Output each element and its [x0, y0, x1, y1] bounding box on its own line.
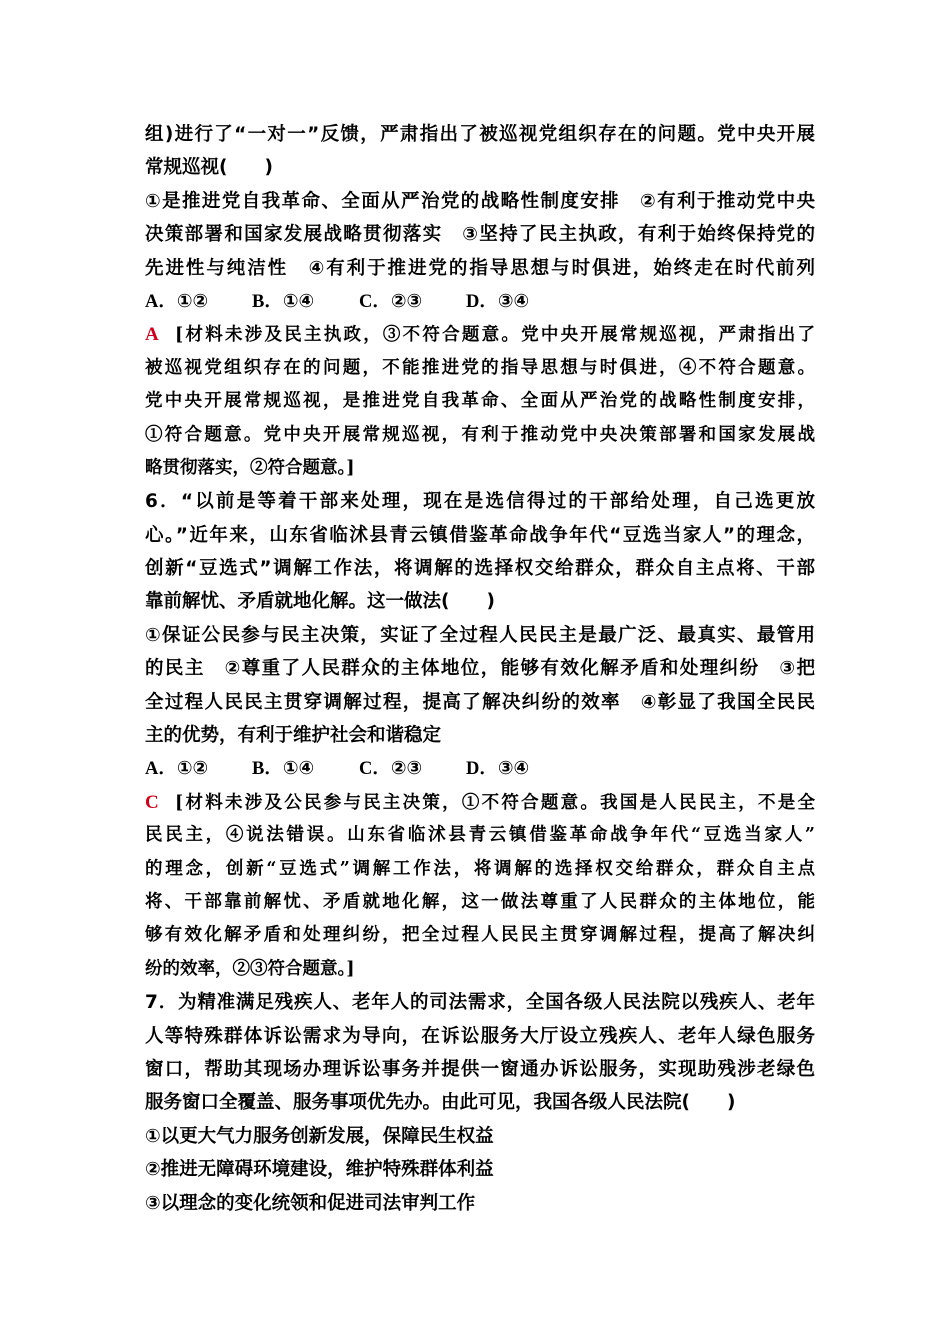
question-7 [145, 986, 815, 1220]
q7-stem-line: 服务窗口全覆盖、服务事项优先办。由此可见，我国各级人民法院( ) [145, 1092, 736, 1114]
option-d: D．③④ [466, 290, 530, 312]
q5-statement-line: 决策部署和国家发展战略贯彻落实 ③坚持了民主执政，有利于始终保持党的 [145, 224, 815, 246]
answer-text: [材料未涉及民主执政，③不符合题意。党中央开展常规巡视，严肃指出了 [175, 325, 815, 346]
q5-options [145, 285, 815, 318]
answer-text: 民民主，④说法错误。山东省临沭县青云镇借鉴革命战争年代“豆选当家人” [145, 825, 815, 846]
answer-text: 的理念，创新“豆选式”调解工作法，将调解的选择权交给群众，群众自主点 [145, 858, 815, 879]
option-c: C．②③ [359, 758, 423, 780]
q7-stem-line: 窗口，帮助其现场办理诉讼事务并提供一窗通办诉讼服务，实现助残涉老绿色 [145, 1058, 815, 1080]
answer-text: ①符合题意。党中央开展常规巡视，有利于推动党中央决策部署和国家发展战 [145, 424, 815, 445]
option-b: B．①④ [252, 290, 315, 312]
q7-statement-line: ③以理念的变化统领和促进司法审判工作 [145, 1192, 476, 1214]
q6-statement-line: ①保证公民参与民主决策，实证了全过程人民民主是最广泛、最真实、最管用 [145, 624, 815, 646]
q6-statement-line: 的民主 ②尊重了人民群众的主体地位，能够有效化解矛盾和处理纠纷 ③把 [145, 658, 815, 680]
q7-stem-line: 人等特殊群体诉讼需求为导向，在诉讼服务大厅设立残疾人、老年人绿色服务 [145, 1025, 815, 1047]
q6-statement-line: 主的优势，有利于维护社会和谐稳定 [145, 725, 442, 747]
answer-text: 略贯彻落实，②符合题意。] [145, 457, 355, 478]
option-d: D．③④ [466, 758, 530, 780]
q5-statement-line: 先进性与纯洁性 ④有利于推进党的指导思想与时俱进，始终走在时代前列 [145, 257, 815, 279]
q6-options [145, 752, 815, 785]
q7-stem-line: 7．为精准满足残疾人、老年人的司法需求，全国各级人民法院以残疾人、老年 [145, 992, 815, 1014]
q6-answer [145, 786, 815, 986]
q6-statement-line: 全过程人民民主贯穿调解过程，提高了解决纠纷的效率 ④彰显了我国全民民 [145, 691, 815, 713]
q7-statement-line: ②推进无障碍环境建设，维护特殊群体利益 [145, 1159, 494, 1181]
answer-letter: A [145, 324, 159, 346]
answer-text: 将、干部靠前解忧、矛盾就地化解，这一做法尊重了人民群众的主体地位，能 [145, 891, 815, 912]
answer-text: 够有效化解矛盾和处理纠纷，把全过程人民民主贯穿调解过程，提高了解决纠 [145, 925, 815, 946]
question-5 [145, 118, 815, 485]
document-page [145, 118, 815, 1220]
q5-statement-line: ①是推进党自我革命、全面从严治党的战略性制度安排 ②有利于推动党中央 [145, 190, 815, 212]
answer-text: [材料未涉及公民参与民主决策，①不符合题意。我国是人民民主，不是全 [175, 792, 815, 813]
option-c: C．②③ [359, 290, 423, 312]
answer-text: 党中央开展常规巡视，是推进党自我革命、全面从严治党的战略性制度安排， [145, 391, 815, 412]
option-a: A．①② [145, 290, 209, 312]
q5-stem-line: 常规巡视( ) [145, 157, 273, 179]
answer-text: 被巡视党组织存在的问题，不能推进党的指导思想与时俱进，④不符合题意。 [145, 357, 815, 378]
question-6 [145, 485, 815, 986]
answer-letter: C [145, 791, 159, 813]
answer-text: 纷的效率，②③符合题意。] [145, 958, 355, 979]
q5-stem-line: 组)进行了“一对一”反馈，严肃指出了被巡视党组织存在的问题。党中央开展 [145, 124, 815, 145]
option-a: A．①② [145, 758, 209, 780]
option-b: B．①④ [252, 758, 315, 780]
q6-stem-line: 6．“以前是等着干部来处理，现在是选信得过的干部给处理，自己选更放 [145, 491, 815, 513]
q6-stem-line: 靠前解忧、矛盾就地化解。这一做法( ) [145, 591, 495, 613]
q5-answer [145, 318, 815, 485]
q7-statement-line: ①以更大气力服务创新发展，保障民生权益 [145, 1125, 494, 1147]
q6-stem-line: 创新“豆选式”调解工作法，将调解的选择权交给群众，群众自主点将、干部 [145, 558, 815, 580]
q6-stem-line: 心。”近年来，山东省临沭县青云镇借鉴革命战争年代“豆选当家人”的理念， [145, 524, 815, 546]
